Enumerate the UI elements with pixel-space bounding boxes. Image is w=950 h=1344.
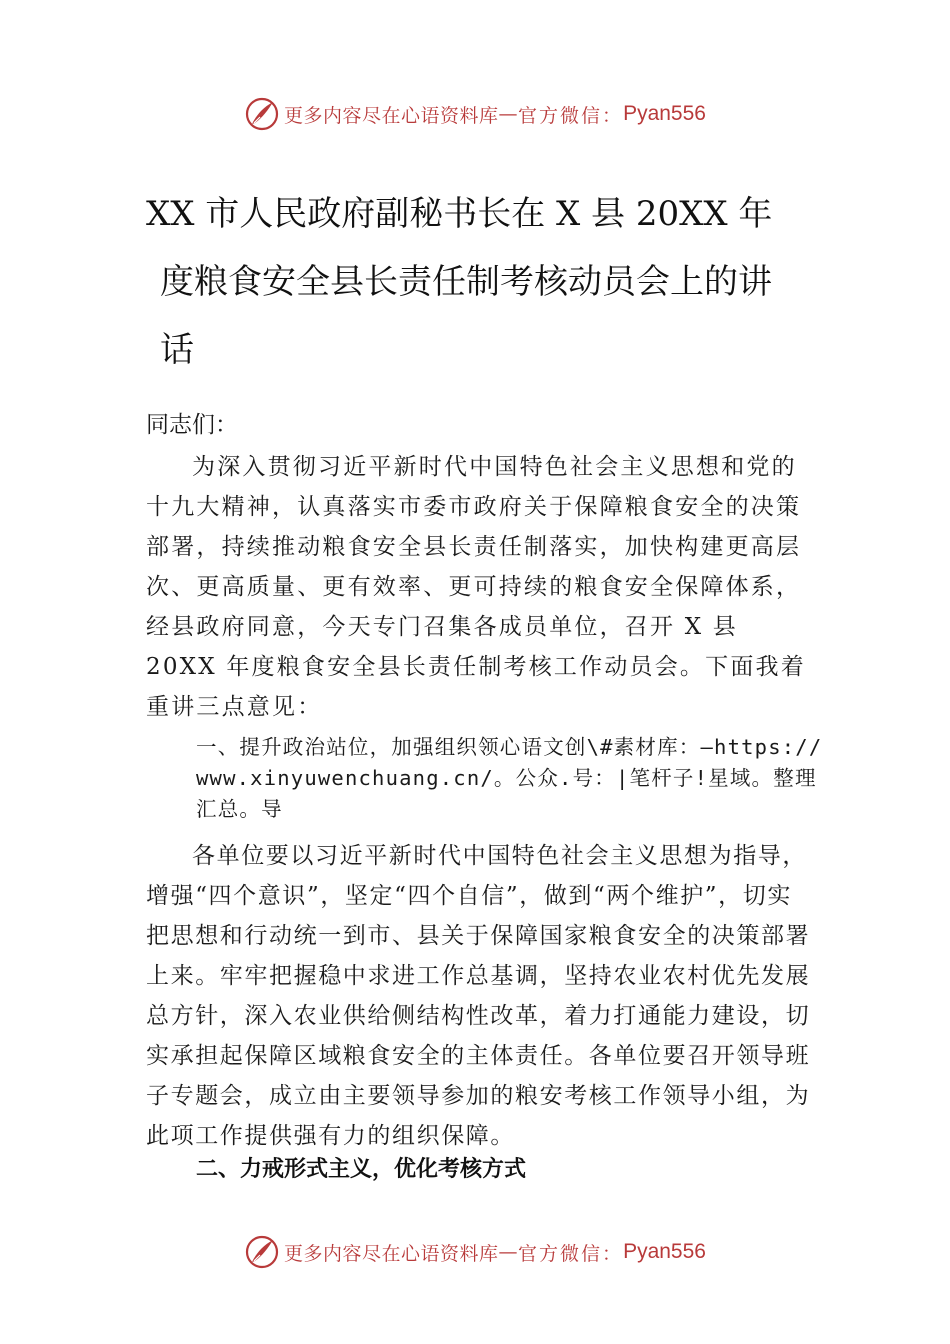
section-heading-2: 二、力戒形式主义，优化考核方式 xyxy=(196,1157,527,1182)
salutation: 同志们： xyxy=(146,412,238,438)
banner-wechat-label: 官方微信： xyxy=(518,104,624,127)
banner-wechat-label: 官方微信： xyxy=(518,1242,624,1265)
quill-logo-icon xyxy=(244,96,280,132)
paragraph-1: 为深入贯彻习近平新时代中国特色社会主义思想和党的十九大精神，认真落实市委市政府关于保障粮食安全的决策部署，持续推动粮食安全县长责任制落实，加快构建更高层次、更高质量、更有效率、更可持续的粮食安全保障体系，经县政府同意，今天专门召集各成员单位，召开 X 县 20XX 年度粮食安全县长责任制考核工作动员会。下面我着重讲三点意见： xyxy=(146,454,806,720)
banner-dash: — xyxy=(498,103,519,125)
title-line-3: 话 xyxy=(160,330,194,370)
title-line-2: 度粮食安全县长责任制考核动员会上的讲 xyxy=(160,262,772,302)
footer-watermark-banner xyxy=(0,1232,950,1272)
title-line-1: XX 市人民政府副秘书长在 X 县 20XX 年 xyxy=(146,194,773,234)
document-title xyxy=(146,180,826,384)
section-heading-1: 一、提升政治站位，加强组织领心语文创\#素材库：—https://www.xinyuwenchuang.cn/。公众.号：|笔杆子!星域。整理汇总。导 xyxy=(196,735,823,821)
banner-dash: — xyxy=(498,1241,519,1263)
banner-text: 更多内容尽在心语资料库 xyxy=(284,1242,499,1265)
banner-text: 更多内容尽在心语资料库 xyxy=(284,104,499,127)
banner-handle: Pyan556 xyxy=(623,1240,706,1263)
banner-handle: Pyan556 xyxy=(623,102,706,125)
header-watermark-banner xyxy=(0,94,950,134)
quill-logo-icon xyxy=(244,1234,280,1270)
paragraph-2: 各单位要以习近平新时代中国特色社会主义思想为指导，增强“四个意识”，坚定“四个自信”，做到“两个维护”，切实把思想和行动统一到市、县关于保障国家粮食安全的决策部署上来。牢牢把握稳中求进工作总基调，坚持农业农村优先发展总方针，深入农业供给侧结构性改革，着力打通能力建设，切实承担起保障区域粮食安全的主体责任。各单位要召开领导班子专题会，成立由主要领导参加的粮安考核工作领导小组，为此项工作提供强有力的组织保障。 xyxy=(146,843,811,1149)
